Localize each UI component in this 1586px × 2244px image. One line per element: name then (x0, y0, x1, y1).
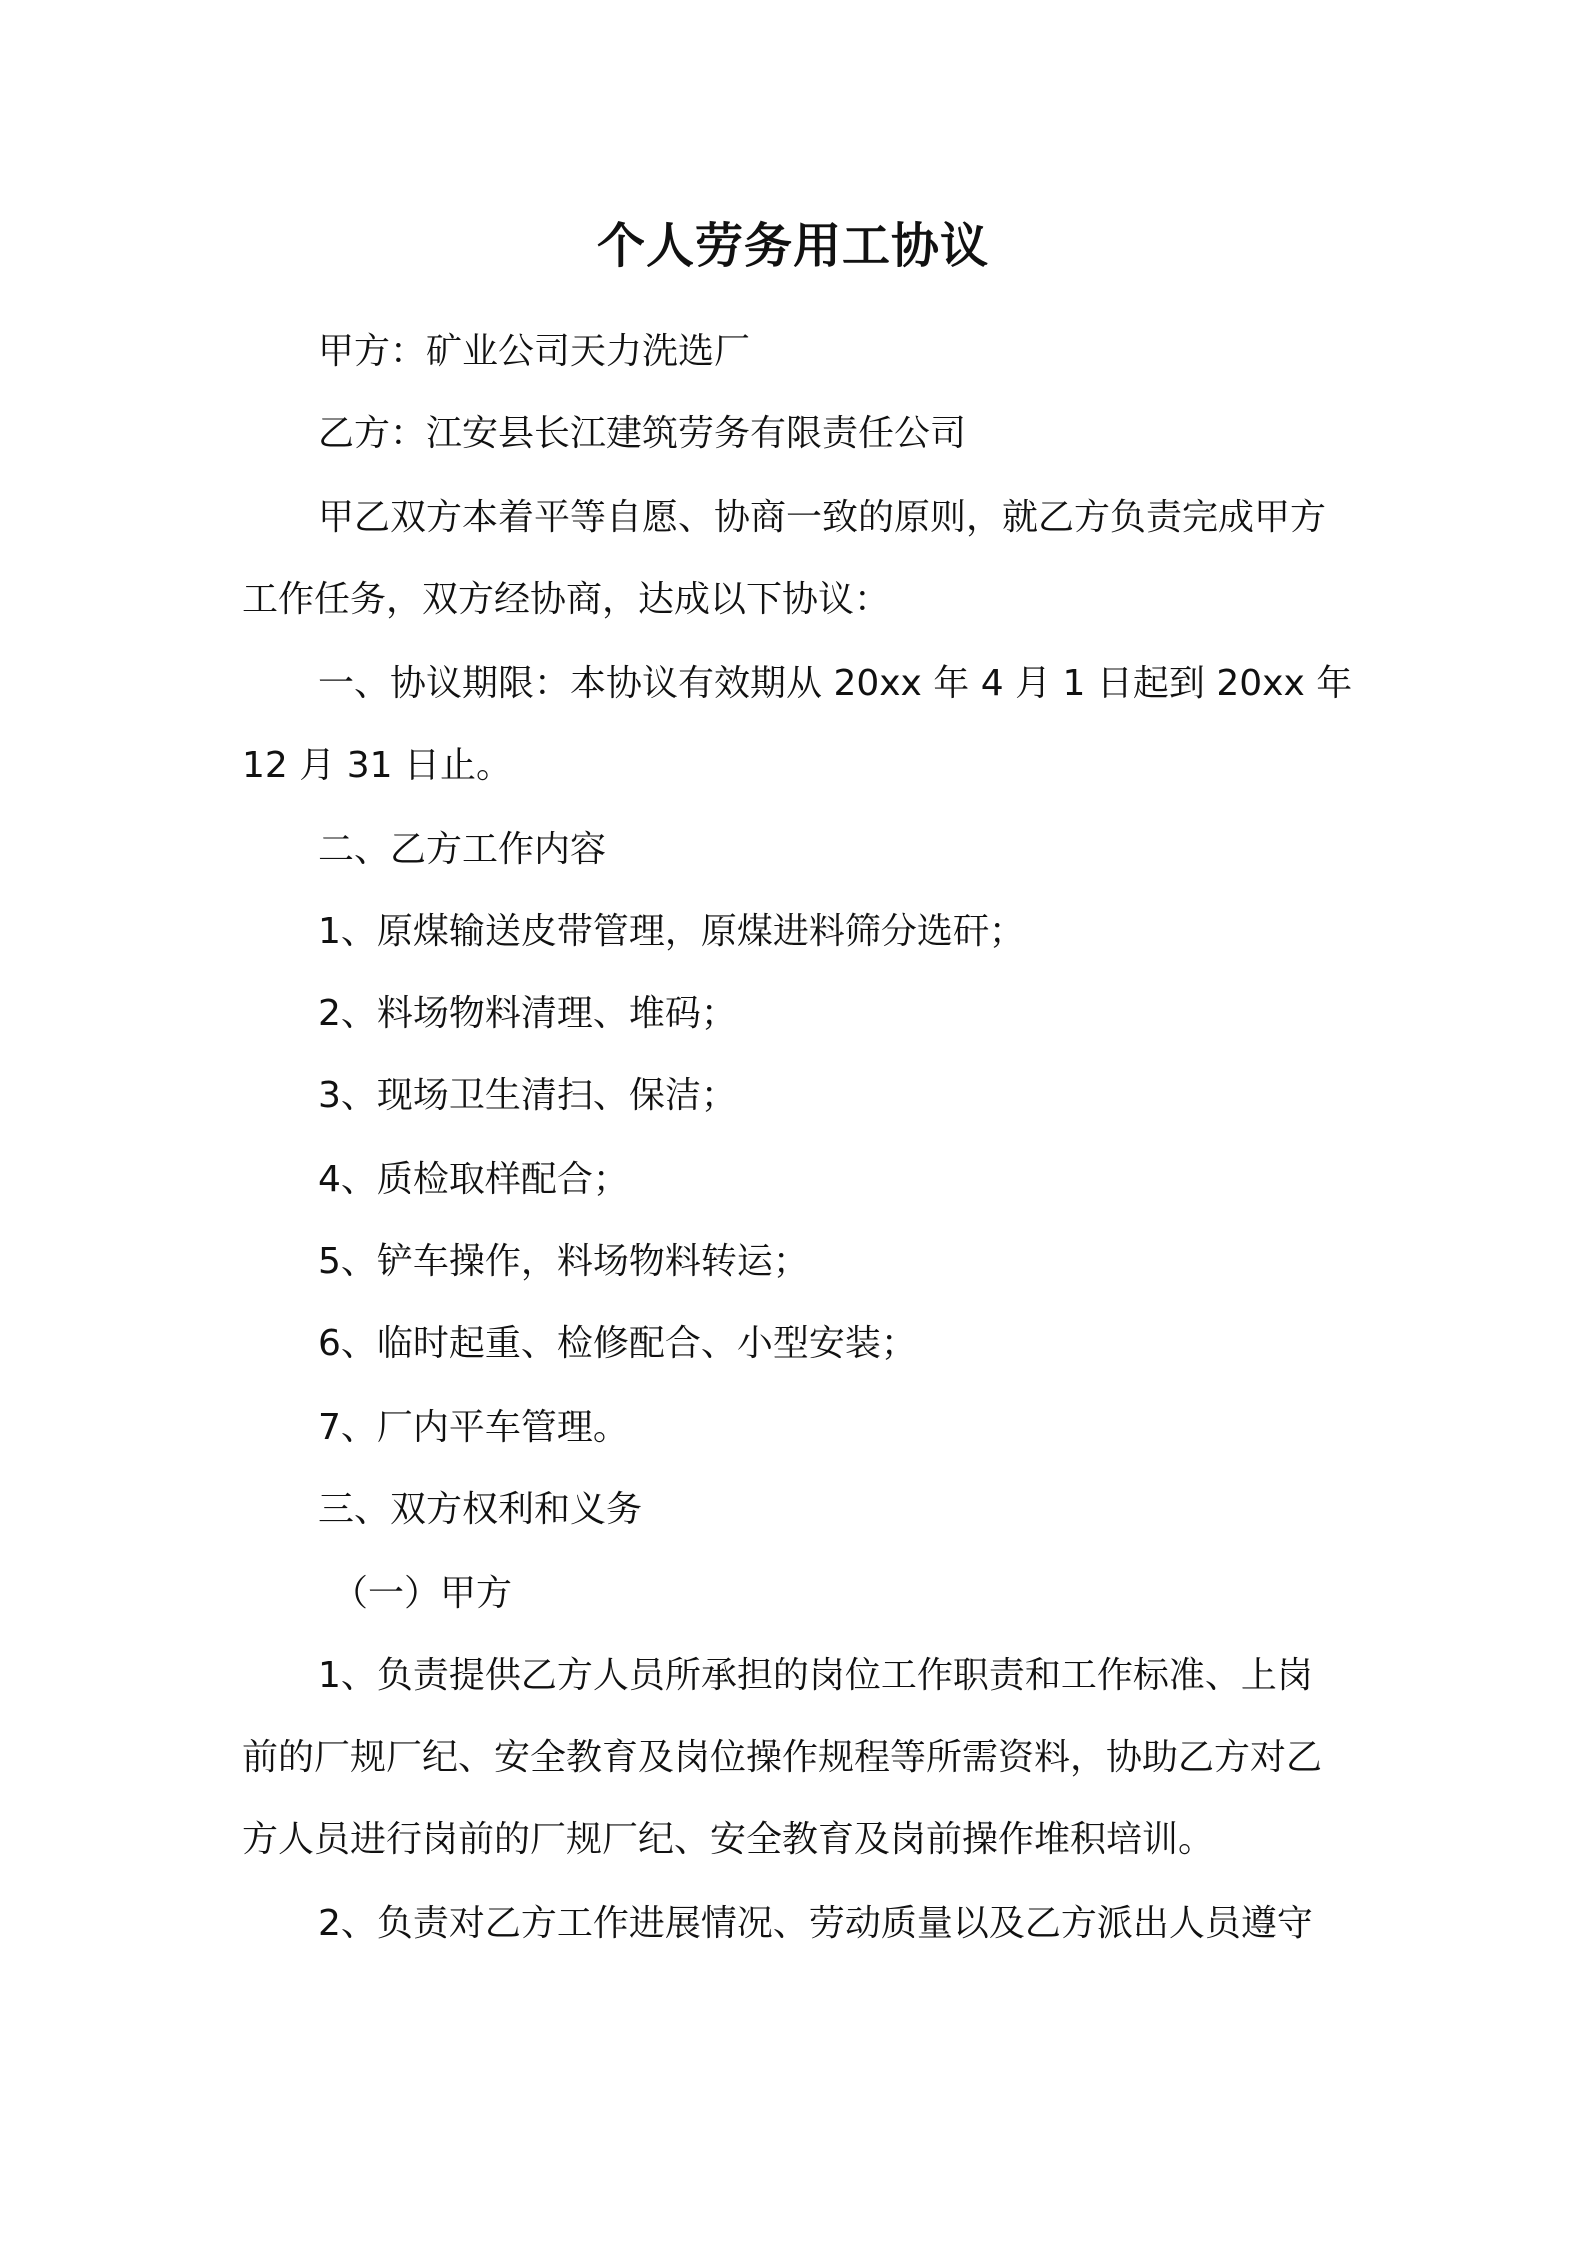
party-a-duty-1-line-2: 前的厂规厂纪、安全教育及岗位操作规程等所需资料，协助乙方对乙 (242, 1737, 1323, 1778)
party-a-duty-2-line-1: 2、负责对乙方工作进展情况、劳动质量以及乙方派出人员遵守 (318, 1903, 1313, 1944)
document-title: 个人劳务用工协议 (596, 218, 989, 274)
section2-heading: 二、乙方工作内容 (318, 829, 607, 870)
section3-subheading-party-a: （一）甲方 (332, 1573, 513, 1614)
party-b-line: 乙方：江安县长江建筑劳务有限责任公司 (318, 413, 967, 454)
section3-heading: 三、双方权利和义务 (318, 1489, 643, 1530)
party-a-duty-1-line-3: 方人员进行岗前的厂规厂纪、安全教育及岗前操作堆积培训。 (242, 1819, 1215, 1860)
preamble-line-2: 工作任务，双方经协商，达成以下协议： (242, 579, 891, 620)
term-line-1: 一、协议期限：本协议有效期从 20xx 年 4 月 1 日起到 20xx 年 (318, 663, 1353, 704)
list-item: 5、铲车操作，料场物料转运； (318, 1241, 809, 1282)
list-item: 1、原煤输送皮带管理，原煤进料筛分选矸； (318, 911, 1025, 952)
list-item: 2、料场物料清理、堆码； (318, 993, 737, 1034)
list-item: 6、临时起重、检修配合、小型安装； (318, 1323, 917, 1364)
party-a-line: 甲方：矿业公司天力洗选厂 (318, 331, 751, 372)
list-item: 3、现场卫生清扫、保洁； (318, 1075, 737, 1116)
party-a-duty-1-line-1: 1、负责提供乙方人员所承担的岗位工作职责和工作标准、上岗 (318, 1655, 1313, 1696)
term-line-2: 12 月 31 日止。 (242, 745, 512, 786)
list-item: 7、厂内平车管理。 (318, 1407, 629, 1448)
list-item: 4、质检取样配合； (318, 1159, 629, 1200)
preamble-line-1: 甲乙双方本着平等自愿、协商一致的原则，就乙方负责完成甲方 (318, 497, 1327, 538)
